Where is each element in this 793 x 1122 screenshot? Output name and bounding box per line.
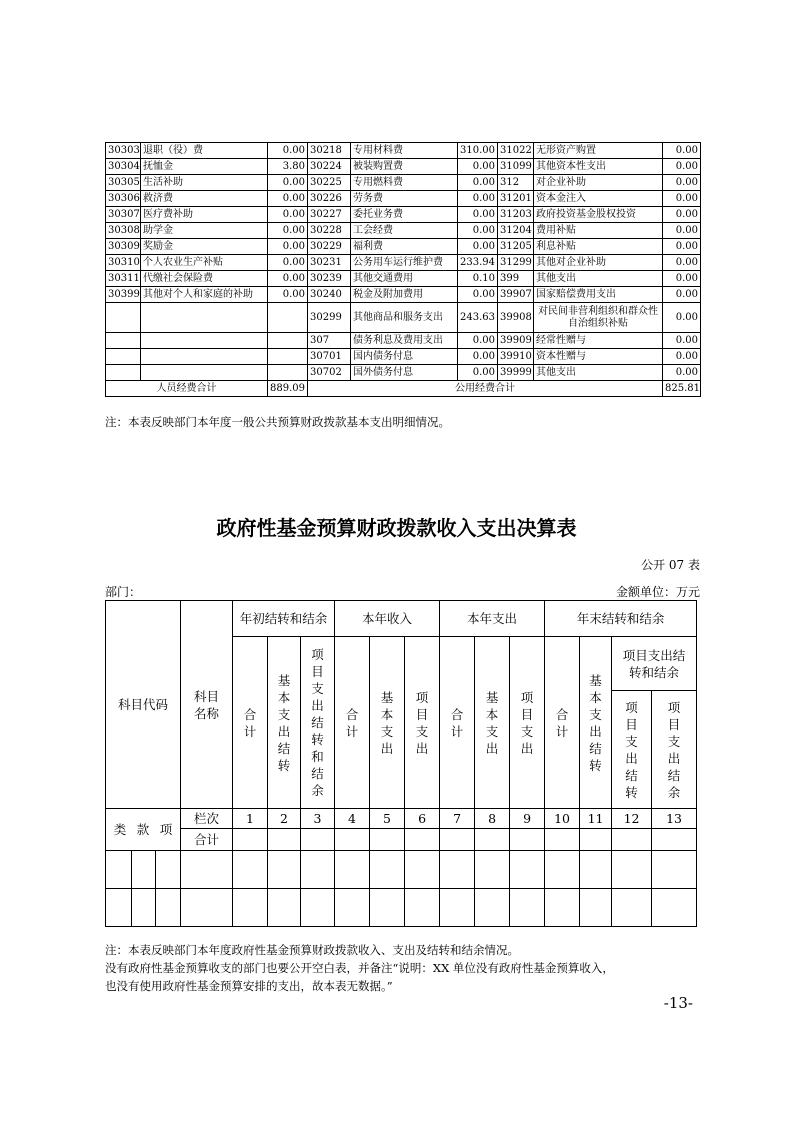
column-number: 13 <box>652 809 697 829</box>
table-cell: 312 <box>498 175 534 191</box>
table-cell: 0.00 <box>663 159 701 175</box>
table-cell: 0.00 <box>458 349 498 365</box>
table-cell: 政府投资基金股权投资 <box>534 207 663 223</box>
table-cell: 委托业务费 <box>351 207 458 223</box>
table-cell: 奖励金 <box>141 239 268 255</box>
table-cell: 30227 <box>308 207 351 223</box>
table-cell: 0.00 <box>458 239 498 255</box>
table-cell: 退职（役）费 <box>141 143 268 159</box>
table-cell <box>106 349 141 365</box>
table-cell <box>233 889 268 927</box>
table-row <box>106 303 701 333</box>
table-cell: 31203 <box>498 207 534 223</box>
table-cell: 0.00 <box>268 239 308 255</box>
table-cell: 劳务费 <box>351 191 458 207</box>
table-cell: 0.00 <box>268 175 308 191</box>
table-row <box>106 255 701 271</box>
table-cell <box>141 303 268 333</box>
table-cell <box>370 829 405 851</box>
header-current-expenditure: 本年支出 <box>440 601 545 637</box>
table-cell: 30311 <box>106 271 141 287</box>
table-cell: 0.00 <box>663 223 701 239</box>
table-cell: 307 <box>308 333 351 349</box>
table-cell <box>301 851 335 889</box>
table-cell <box>268 829 301 851</box>
table-cell: 0.00 <box>663 287 701 303</box>
table-cell: 31201 <box>498 191 534 207</box>
table-cell: 0.00 <box>268 255 308 271</box>
table-cell: 30303 <box>106 143 141 159</box>
table-cell: 30239 <box>308 271 351 287</box>
table-cell: 30702 <box>308 365 351 381</box>
table-cell: 对民间非营利组织和群众性自治组织补贴 <box>534 303 663 333</box>
table-cell <box>106 851 132 889</box>
table-cell: 国内债务付息 <box>351 349 458 365</box>
table-cell: 30310 <box>106 255 141 271</box>
table-cell <box>440 851 475 889</box>
table-cell <box>141 365 268 381</box>
table-cell: 310.00 <box>458 143 498 159</box>
column-number: 2 <box>268 809 301 829</box>
category-labels: 类 款 项 <box>106 809 181 851</box>
basic-expenditure-table <box>105 142 701 397</box>
table-row <box>106 333 701 349</box>
table-cell: 39910 <box>498 349 534 365</box>
table-cell <box>612 829 652 851</box>
table-cell <box>510 829 545 851</box>
table-cell: 30309 <box>106 239 141 255</box>
table-cell: 费用补贴 <box>534 223 663 239</box>
table-cell: 资本性赠与 <box>534 349 663 365</box>
table-cell: 公务用车运行维护费 <box>351 255 458 271</box>
table-cell: 30218 <box>308 143 351 159</box>
col-basic: 基本支出 <box>475 637 510 809</box>
table-cell: 福利费 <box>351 239 458 255</box>
table-cell <box>268 889 301 927</box>
table-cell: 助学金 <box>141 223 268 239</box>
header-proj-carry-balance: 项目支出结转和结余 <box>612 637 697 691</box>
table-cell <box>612 851 652 889</box>
table-cell: 0.00 <box>458 365 498 381</box>
table-cell <box>156 889 181 927</box>
table-cell: 其他交通费用 <box>351 271 458 287</box>
col-proj-carry: 项目支出结转 <box>612 691 652 809</box>
column-number: 12 <box>612 809 652 829</box>
column-number: 7 <box>440 809 475 829</box>
table-cell <box>181 889 233 927</box>
table-cell <box>268 349 308 365</box>
table-code: 公开 07 表 <box>641 558 700 572</box>
table1-note: 注：本表反映部门本年度一般公共预算财政拨款基本支出明细情况。 <box>105 415 450 429</box>
department-label: 部门： <box>105 585 142 599</box>
table-cell: 无形资产购置 <box>534 143 663 159</box>
table-cell: 0.00 <box>268 207 308 223</box>
table-cell <box>370 889 405 927</box>
table-cell: 债务利息及费用支出 <box>351 333 458 349</box>
table-cell: 233.94 <box>458 255 498 271</box>
table-cell <box>181 851 233 889</box>
table-cell: 其他支出 <box>534 365 663 381</box>
col-total: 合计 <box>335 637 370 809</box>
table-row <box>106 271 701 287</box>
column-number: 1 <box>233 809 268 829</box>
table-row <box>106 159 701 175</box>
table-cell: 30229 <box>308 239 351 255</box>
col-total: 合计 <box>233 637 268 809</box>
table-row <box>106 207 701 223</box>
table-cell <box>545 889 580 927</box>
table-cell <box>612 889 652 927</box>
table-cell <box>268 851 301 889</box>
col-basic-carry: 基本支出结转 <box>268 637 301 809</box>
table-cell <box>475 889 510 927</box>
table-cell: 0.00 <box>458 333 498 349</box>
table-cell <box>268 303 308 333</box>
page-title: 政府性基金预算财政拨款收入支出决算表 <box>216 516 577 540</box>
table-row <box>106 175 701 191</box>
table-cell: 生活补助 <box>141 175 268 191</box>
table-cell: 0.00 <box>663 365 701 381</box>
table-cell <box>370 851 405 889</box>
table-cell: 39909 <box>498 333 534 349</box>
table-cell: 30299 <box>308 303 351 333</box>
table-cell: 0.00 <box>268 271 308 287</box>
table-cell: 0.00 <box>663 207 701 223</box>
table-cell: 30231 <box>308 255 351 271</box>
table-cell: 0.00 <box>663 271 701 287</box>
table-cell: 0.00 <box>458 191 498 207</box>
table-cell <box>106 303 141 333</box>
table-cell <box>475 851 510 889</box>
col-basic: 基本支出 <box>370 637 405 809</box>
table-cell: 代缴社会保险费 <box>141 271 268 287</box>
page-number: -13- <box>663 994 693 1012</box>
table-cell: 专用燃料费 <box>351 175 458 191</box>
col-basic-carry: 基本支出结转 <box>580 637 612 809</box>
table-cell: 31299 <box>498 255 534 271</box>
column-number: 11 <box>580 809 612 829</box>
table-cell <box>141 349 268 365</box>
table-cell <box>545 851 580 889</box>
col-total: 合计 <box>440 637 475 809</box>
table-row <box>106 365 701 381</box>
table-cell: 经常性赠与 <box>534 333 663 349</box>
col-proj-balance: 项目支出结余 <box>652 691 697 809</box>
table-row <box>106 239 701 255</box>
table-cell: 0.00 <box>458 159 498 175</box>
col-total: 合计 <box>545 637 580 809</box>
column-number: 4 <box>335 809 370 829</box>
table-cell: 0.00 <box>268 223 308 239</box>
table-cell: 利息补贴 <box>534 239 663 255</box>
table-row <box>106 889 697 927</box>
table-cell: 31099 <box>498 159 534 175</box>
total-public: 825.81 <box>663 381 701 397</box>
table-cell <box>106 365 141 381</box>
table-cell: 0.00 <box>268 143 308 159</box>
table-cell: 30224 <box>308 159 351 175</box>
table-cell <box>268 365 308 381</box>
table-cell: 0.00 <box>663 143 701 159</box>
table-cell: 其他对个人和家庭的补助 <box>141 287 268 303</box>
table-cell: 30306 <box>106 191 141 207</box>
table-cell: 0.00 <box>268 287 308 303</box>
table-cell: 30307 <box>106 207 141 223</box>
table-cell: 个人农业生产补贴 <box>141 255 268 271</box>
table-cell: 0.10 <box>458 271 498 287</box>
table-cell: 0.00 <box>458 223 498 239</box>
table-cell <box>652 889 697 927</box>
table-cell: 0.00 <box>268 191 308 207</box>
table-cell <box>335 889 370 927</box>
table-cell: 其他资本性支出 <box>534 159 663 175</box>
table-cell: 专用材料费 <box>351 143 458 159</box>
table-row <box>106 191 701 207</box>
table-cell <box>652 829 697 851</box>
table-cell: 30701 <box>308 349 351 365</box>
header-current-income: 本年收入 <box>335 601 440 637</box>
column-number: 3 <box>301 809 335 829</box>
table-cell <box>106 333 141 349</box>
table-cell: 0.00 <box>663 333 701 349</box>
table-cell <box>510 889 545 927</box>
header-beginning-carryover: 年初结转和结余 <box>233 601 335 637</box>
header-subject-code: 科目代码 <box>106 601 181 809</box>
table-cell: 其他对企业补助 <box>534 255 663 271</box>
table-cell: 0.00 <box>458 287 498 303</box>
table-cell <box>141 333 268 349</box>
table-cell: 39908 <box>498 303 534 333</box>
table-cell: 0.00 <box>458 207 498 223</box>
table-cell <box>510 851 545 889</box>
col-project: 项目支出 <box>405 637 440 809</box>
table-cell: 0.00 <box>663 303 701 333</box>
table-cell: 30240 <box>308 287 351 303</box>
table-cell <box>475 829 510 851</box>
column-number: 6 <box>405 809 440 829</box>
column-number: 8 <box>475 809 510 829</box>
table-row <box>106 223 701 239</box>
table-cell: 30228 <box>308 223 351 239</box>
table-cell: 0.00 <box>663 349 701 365</box>
table-cell: 国家赔偿费用支出 <box>534 287 663 303</box>
header-subject-name: 科目名称 <box>181 601 233 809</box>
table-cell <box>335 829 370 851</box>
row-label-lanci: 栏次 <box>181 809 233 829</box>
table-cell <box>405 889 440 927</box>
table-cell <box>233 851 268 889</box>
table-cell <box>580 829 612 851</box>
table-row <box>106 287 701 303</box>
table-cell <box>545 829 580 851</box>
table-cell: 国外债务付息 <box>351 365 458 381</box>
table-cell: 30305 <box>106 175 141 191</box>
table-cell: 0.00 <box>663 191 701 207</box>
table-row <box>106 851 697 889</box>
table-cell <box>440 889 475 927</box>
table-cell: 31022 <box>498 143 534 159</box>
table-cell <box>580 851 612 889</box>
table-row <box>106 143 701 159</box>
table-cell: 30226 <box>308 191 351 207</box>
table-cell <box>233 829 268 851</box>
table-cell <box>268 333 308 349</box>
table-cell <box>440 829 475 851</box>
table-cell: 0.00 <box>663 175 701 191</box>
table-cell: 被装购置费 <box>351 159 458 175</box>
table-cell: 399 <box>498 271 534 287</box>
table-cell: 医疗费补助 <box>141 207 268 223</box>
table-cell: 其他支出 <box>534 271 663 287</box>
col-project: 项目支出 <box>510 637 545 809</box>
column-number: 9 <box>510 809 545 829</box>
col-proj-carry-balance: 项目支出结转和结余 <box>301 637 335 809</box>
table-cell: 30225 <box>308 175 351 191</box>
table-cell: 0.00 <box>458 175 498 191</box>
table-cell <box>132 889 156 927</box>
total-personnel: 889.09 <box>268 381 308 397</box>
table-cell <box>301 889 335 927</box>
total-public-label: 公用经费合计 <box>308 381 663 397</box>
total-personnel-label: 人员经费合计 <box>106 381 268 397</box>
table-cell: 39907 <box>498 287 534 303</box>
row-label-total: 合计 <box>181 829 233 851</box>
gov-fund-table <box>105 600 697 927</box>
table-cell: 30399 <box>106 287 141 303</box>
table-cell: 抚恤金 <box>141 159 268 175</box>
table-cell: 30304 <box>106 159 141 175</box>
table-cell: 工会经费 <box>351 223 458 239</box>
table-cell <box>405 851 440 889</box>
table-cell: 31204 <box>498 223 534 239</box>
table-cell: 救济费 <box>141 191 268 207</box>
table-cell: 其他商品和服务支出 <box>351 303 458 333</box>
unit-label: 金额单位：万元 <box>615 585 700 599</box>
table-cell <box>405 829 440 851</box>
table-cell: 资本金注入 <box>534 191 663 207</box>
table-cell: 39999 <box>498 365 534 381</box>
table-cell <box>301 829 335 851</box>
column-number: 5 <box>370 809 405 829</box>
column-number: 10 <box>545 809 580 829</box>
table-cell <box>156 851 181 889</box>
table-cell: 31205 <box>498 239 534 255</box>
table-row <box>106 349 701 365</box>
table-cell: 243.63 <box>458 303 498 333</box>
table-cell: 3.80 <box>268 159 308 175</box>
header-ending-carryover: 年末结转和结余 <box>545 601 697 637</box>
table-cell <box>580 889 612 927</box>
table-cell: 0.00 <box>663 239 701 255</box>
table-cell: 30308 <box>106 223 141 239</box>
table-cell: 税金及附加费用 <box>351 287 458 303</box>
table-cell <box>652 851 697 889</box>
totals-row <box>106 381 701 397</box>
table-cell: 0.00 <box>663 255 701 271</box>
table-cell: 对企业补助 <box>534 175 663 191</box>
table-cell <box>335 851 370 889</box>
table-cell <box>106 889 132 927</box>
table-cell <box>132 851 156 889</box>
table2-note: 注：本表反映部门本年度政府性基金预算财政拨款收入、支出及结转和结余情况。 没有政府性基金预算收支的部门也要公开空白表，并备注“说明：XX 单位没有政府性基金预算收入， 也没有使用政府性基金预算安排的支出，故本表无数据。” <box>105 943 614 993</box>
